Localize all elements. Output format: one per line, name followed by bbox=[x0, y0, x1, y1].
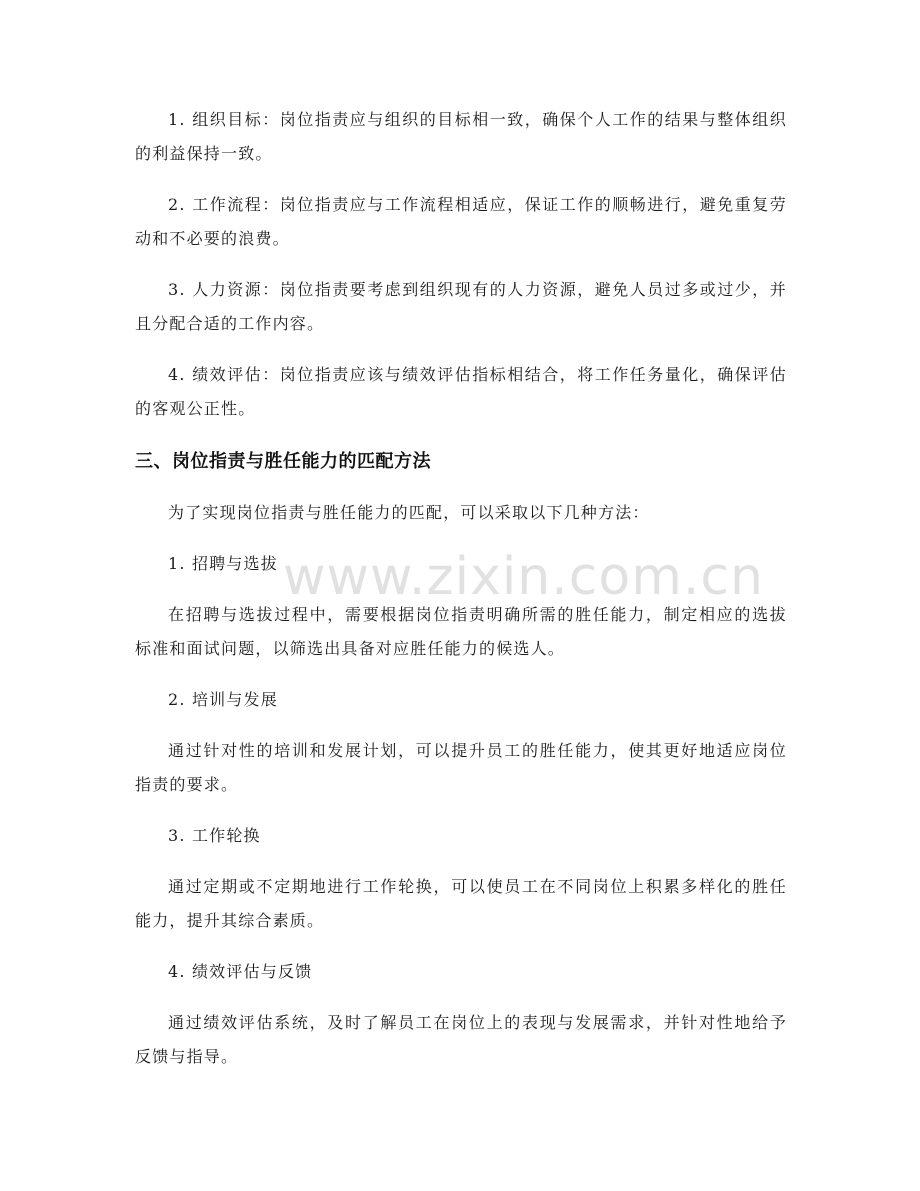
method-title-feedback: 4. 绩效评估与反馈 bbox=[168, 962, 313, 981]
method-body-recruitment: 在招聘与选拔过程中，需要根据岗位指责明确所需的胜任能力，制定相应的选拔标准和面试问题，以筛选出具备对应胜任能力的候选人。 bbox=[135, 605, 787, 658]
watermark: www.zixin.com.cn bbox=[283, 547, 764, 607]
method-title-rotation: 3. 工作轮换 bbox=[168, 826, 261, 845]
paragraph-workflow: 2. 工作流程：岗位指责应与工作流程相适应，保证工作的顺畅进行，避免重复劳动和不必要的浪费。 bbox=[135, 195, 787, 248]
method-title-recruitment: 1. 招聘与选拔 bbox=[168, 554, 278, 573]
method-title-training: 2. 培训与发展 bbox=[168, 690, 278, 709]
method-body-rotation: 通过定期或不定期地进行工作轮换，可以使员工在不同岗位上积累多样化的胜任能力，提升其综合素质。 bbox=[135, 877, 787, 930]
paragraph-performance-evaluation: 4. 绩效评估：岗位指责应该与绩效评估指标相结合，将工作任务量化，确保评估的客观公正性。 bbox=[135, 365, 787, 418]
paragraph-human-resources: 3. 人力资源：岗位指责要考虑到组织现有的人力资源，避免人员过多或过少，并且分配合适的工作内容。 bbox=[135, 280, 787, 333]
paragraph-organization-goal: 1. 组织目标：岗位指责应与组织的目标相一致，确保个人工作的结果与整体组织的利益保持一致。 bbox=[135, 110, 787, 163]
section-heading: 三、岗位指责与胜任能力的匹配方法 bbox=[135, 451, 431, 472]
method-body-training: 通过针对性的培训和发展计划，可以提升员工的胜任能力，使其更好地适应岗位指责的要求。 bbox=[135, 741, 787, 794]
method-body-feedback: 通过绩效评估系统，及时了解员工在岗位上的表现与发展需求，并针对性地给予反馈与指导。 bbox=[135, 1013, 787, 1066]
section-intro: 为了实现岗位指责与胜任能力的匹配，可以采取以下几种方法： bbox=[168, 503, 650, 522]
